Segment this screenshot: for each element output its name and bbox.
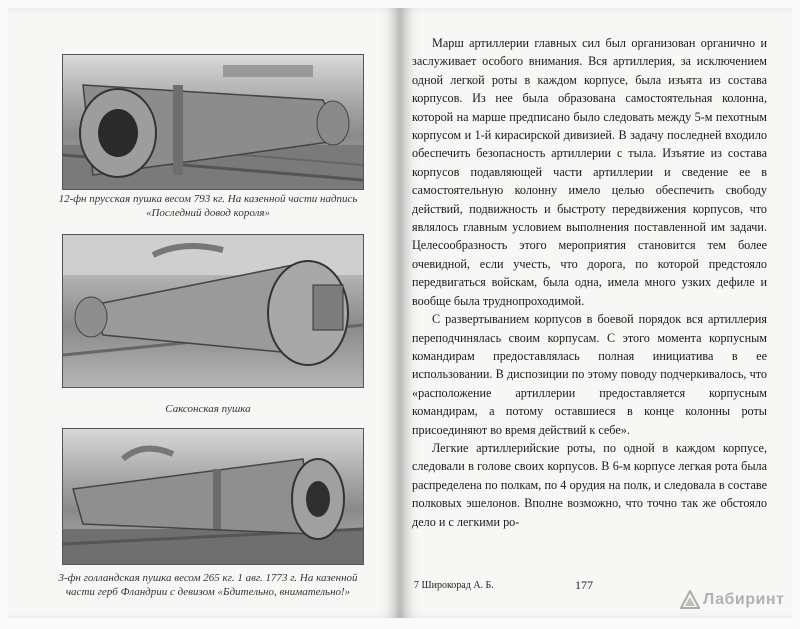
cannon-illustration-3 [63, 429, 363, 564]
cannon-illustration-2 [63, 235, 363, 387]
footer-signature: 7 Широкорад А. Б. [414, 580, 494, 591]
paragraph-3: Легкие артиллерийские роты, по одной в каждом корпусе, следовали в голове своих корпусов. В 6-м корпусе легкая рота была распределена по полкам, по 4 орудия на полк, и следовала в составе полковых эшелонов. Вполне возможно, что точно так же обстояло дело и с легкими ро- [412, 440, 767, 529]
cannon-illustration-1 [63, 55, 363, 189]
photo-dutch-cannon [62, 428, 364, 565]
photo-prussian-cannon [62, 54, 364, 190]
photo-caption-3: 3-фн голландская пушка весом 265 кг. 1 авг. 1773 г. На казенной части герб Фландрии с девизом «Бдительно, внимательно!» [58, 572, 358, 598]
left-page [8, 8, 400, 618]
labyrinth-logo-icon [680, 590, 700, 610]
photo-caption-2: Саксонская пушка [165, 403, 251, 415]
watermark [680, 585, 790, 615]
watermark-text: Лабиринт [703, 591, 785, 608]
body-text [412, 34, 767, 531]
photo-saxon-cannon [62, 234, 364, 388]
photo-caption-1: 12-фн прусская пушка весом 793 кг. На казенной части надпись «Последний довод короля» [58, 193, 358, 219]
paragraph-2: С развертыванием корпусов в боевой порядок вся артиллерия переподчинялась своим корпусам. С этого момента корпусным командирам предоставлялась полная инициатива в ее использовании. В диспозиции по этому поводу подчеркивалось, что «расположение артиллерии предоставляется корпусным командирам, а потому оставшиеся в конце колонны роты присоединяют во время действий к себе». [412, 312, 767, 437]
page-number: 177 [575, 578, 593, 592]
paragraph-1: Марш артиллерии главных сил был организован органично и заслуживает особого внимания. Вся артиллерия, за исключением одной легкой роты в каждом корпусе, была изъята из состава корпусов. Из нее была образована самостоятельная колонна, которой на марше предписано было следовать между 5-м пехотным корпусом и 1-й кирасирской дивизией. В задачу последней входило обеспечить безопасность артиллерии с тыла. Изъятие из состава корпусов подавляющей части артиллерии и сведение ее в самостоятельную колонну имело целью обеспечить свободу действий, подвижность и быстроту передвижения корпусов, что являлось главным условием выполнения поставленной им задачи. Целесообразность этого мероприятия становится тем более очевидной, если учесть, что дорога, по которой предстояло передвигаться войскам, была одна, имела много узких дефиле и вообще была труднопроходимой. [412, 36, 767, 308]
